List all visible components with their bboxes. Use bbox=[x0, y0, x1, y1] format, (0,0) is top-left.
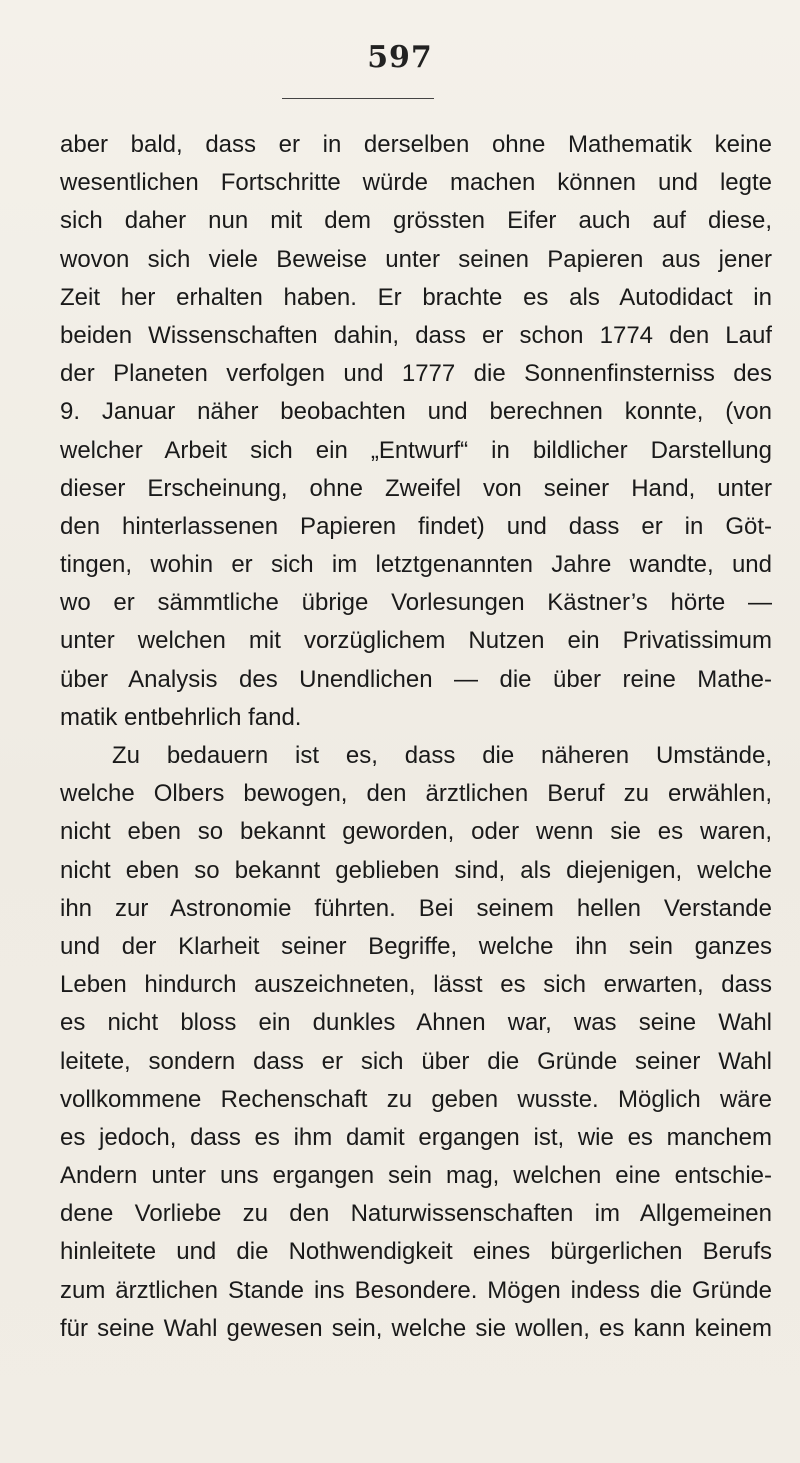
text-line: sich daher nun mit dem grössten Eifer auch auf diese, bbox=[60, 207, 772, 235]
text-line: vollkommene Rechenschaft zu geben wusste. Möglich wäre bbox=[60, 1085, 772, 1113]
text-line: unter welchen mit vorzüglichem Nutzen ein Privatissimum bbox=[60, 627, 772, 655]
text-line: wesentlichen Fortschritte würde machen können und legte bbox=[60, 169, 772, 197]
text-line: wo er sämmtliche übrige Vorlesungen Kästner’s hörte — bbox=[60, 589, 772, 617]
text-line: dieser Erscheinung, ohne Zweifel von seiner Hand, unter bbox=[60, 474, 772, 502]
text-line: nicht eben so bekannt geblieben sind, als diejenigen, welche bbox=[60, 856, 772, 884]
text-line: leitete, sondern dass er sich über die Gründe seiner Wahl bbox=[60, 1047, 772, 1075]
text-line: Leben hindurch auszeichneten, lässt es sich erwarten, dass bbox=[60, 971, 772, 999]
text-line: matik entbehrlich fand. bbox=[60, 703, 302, 731]
page-number: 597 bbox=[367, 40, 433, 75]
text-line: dene Vorliebe zu den Naturwissenschaften im Allgemeinen bbox=[60, 1200, 772, 1228]
text-line: zum ärztlichen Stande ins Besondere. Mögen indess die Gründe bbox=[60, 1276, 772, 1304]
text-line: über Analysis des Unendlichen — die über reine Mathe- bbox=[60, 665, 772, 693]
text-line: der Planeten verfolgen und 1777 die Sonnenfinsterniss des bbox=[60, 360, 772, 388]
text-line: nicht eben so bekannt geworden, oder wenn sie es waren, bbox=[60, 818, 772, 846]
text-line: wovon sich viele Beweise unter seinen Papieren aus jener bbox=[60, 245, 772, 273]
text-line: Andern unter uns ergangen sein mag, welchen eine entschie- bbox=[60, 1162, 772, 1190]
text-line: aber bald, dass er in derselben ohne Mathematik keine bbox=[60, 131, 772, 158]
text-line: den hinterlassenen Papieren findet) und dass er in Göt- bbox=[60, 512, 772, 540]
body-text bbox=[60, 126, 772, 1348]
text-line: Zeit her erhalten haben. Er brachte es als Autodidact in bbox=[60, 283, 772, 311]
text-line: es nicht bloss ein dunkles Ahnen war, was seine Wahl bbox=[60, 1009, 772, 1037]
text-line: und der Klarheit seiner Begriffe, welche ihn sein ganzes bbox=[60, 932, 772, 960]
text-line: für seine Wahl gewesen sein, welche sie wollen, es kann keinem bbox=[60, 1314, 772, 1342]
text-line: 9. Januar näher beobachten und berechnen konnte, (von bbox=[60, 398, 772, 426]
text-line: welche Olbers bewogen, den ärztlichen Beruf zu erwählen, bbox=[60, 780, 772, 808]
text-line: es jedoch, dass es ihm damit ergangen ist, wie es manchem bbox=[60, 1123, 772, 1151]
text-line: hinleitete und die Nothwendigkeit eines bürgerlichen Berufs bbox=[60, 1238, 772, 1266]
paragraph-start-line: Zu bedauern ist es, dass die näheren Umstände, bbox=[112, 742, 772, 769]
text-line: tingen, wohin er sich im letztgenannten Jahre wandte, und bbox=[60, 551, 772, 579]
text-line: welcher Arbeit sich ein „Entwurf“ in bildlicher Darstellung bbox=[60, 436, 772, 464]
header-rule bbox=[282, 98, 434, 99]
text-line: ihn zur Astronomie führten. Bei seinem hellen Verstande bbox=[60, 894, 772, 922]
text-line: beiden Wissenschaften dahin, dass er schon 1774 den Lauf bbox=[60, 321, 772, 349]
